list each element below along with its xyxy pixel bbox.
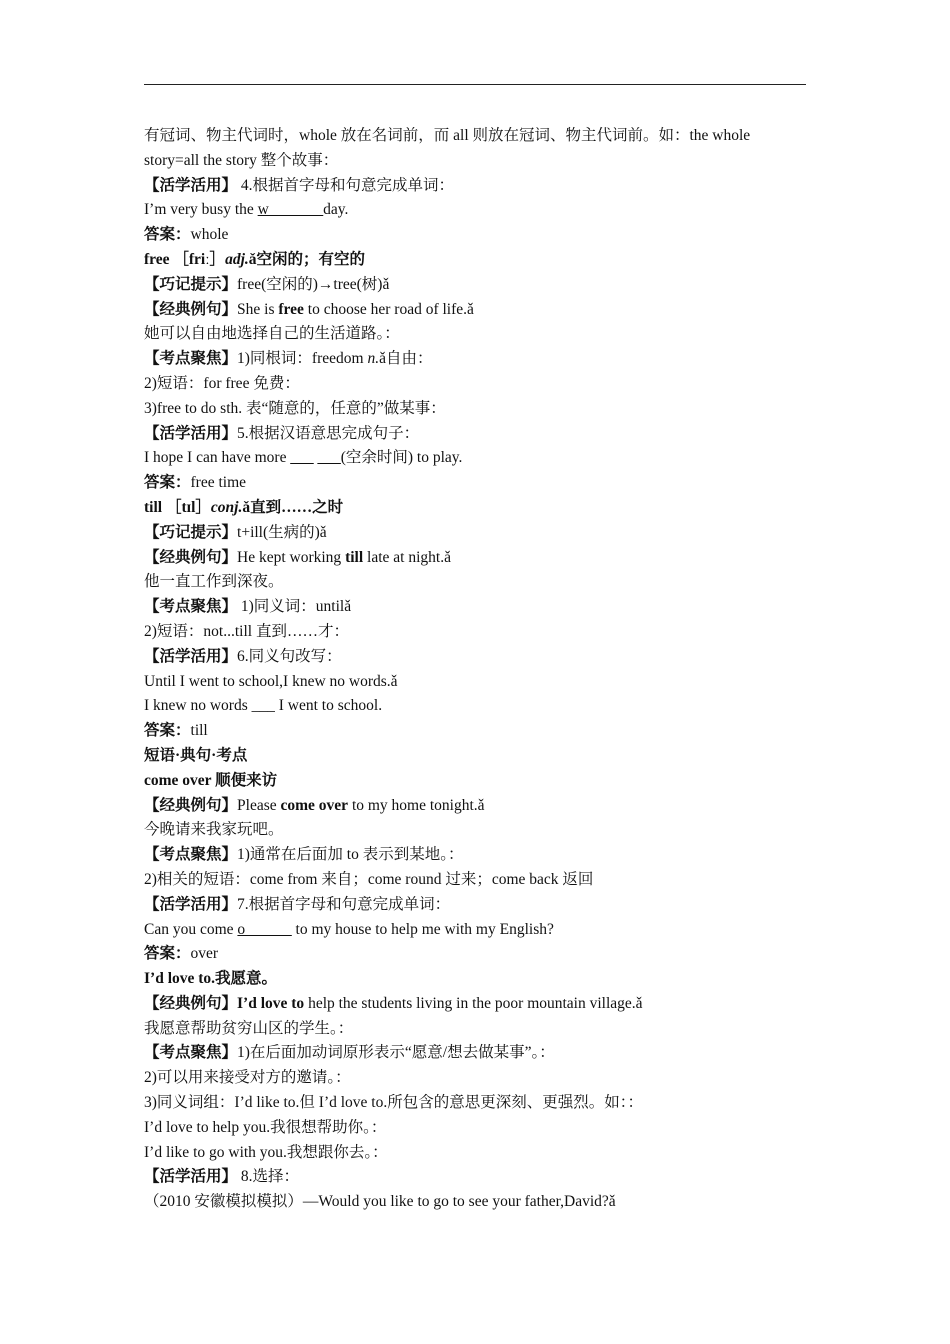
text-line bbox=[144, 198, 810, 223]
text-run: 她可以自由地选择自己的生活道路。： bbox=[144, 325, 400, 343]
text-line bbox=[144, 273, 810, 298]
text-run: ǎ直到……之时 bbox=[242, 498, 344, 516]
text-run: late at night.ǎ bbox=[363, 548, 451, 566]
text-run: 【活学活用】 bbox=[144, 647, 238, 665]
text-run: 答案： bbox=[144, 722, 191, 740]
text-run: I’d love to bbox=[237, 994, 305, 1012]
text-run: adj. bbox=[225, 250, 249, 268]
text-line bbox=[144, 372, 810, 397]
text-line bbox=[144, 893, 810, 918]
text-line bbox=[144, 298, 810, 323]
text-run: free bbox=[278, 300, 304, 318]
text-line bbox=[144, 1116, 810, 1141]
text-run: 【巧记提示】 bbox=[144, 275, 238, 293]
text-line bbox=[144, 645, 810, 670]
text-run: 【经典例句】 bbox=[144, 548, 238, 566]
text-run: ___ bbox=[290, 449, 314, 467]
text-run: (空余时间) to play. bbox=[340, 449, 463, 467]
text-line bbox=[144, 546, 810, 571]
text-run: ___ bbox=[317, 449, 341, 467]
text-line bbox=[144, 397, 810, 422]
text-run: She is bbox=[237, 300, 279, 318]
text-run: 答案： bbox=[144, 226, 191, 244]
text-line bbox=[144, 794, 810, 819]
text-run: 今晚请来我家玩吧。 bbox=[144, 821, 284, 839]
text-line bbox=[144, 496, 810, 521]
text-run: over bbox=[190, 945, 219, 963]
text-line bbox=[144, 422, 810, 447]
text-run: Please bbox=[237, 796, 281, 814]
text-line bbox=[144, 967, 810, 992]
text-run: o______ bbox=[237, 920, 292, 938]
text-run: 【经典例句】 bbox=[144, 300, 238, 318]
text-line bbox=[144, 818, 810, 843]
text-run: 【活学活用】 bbox=[144, 895, 238, 913]
text-run: 3)free to do sth. 表“随意的，任意的”做某事： bbox=[144, 399, 446, 417]
text-line bbox=[144, 322, 810, 347]
text-line bbox=[144, 719, 810, 744]
text-line bbox=[144, 942, 810, 967]
text-line bbox=[144, 1066, 810, 1091]
text-run: 6.同义句改写： bbox=[237, 647, 342, 665]
text-run: free ［friː］ bbox=[144, 250, 226, 268]
text-run: 答案： bbox=[144, 474, 191, 492]
text-run: ǎ自由： bbox=[379, 350, 433, 368]
text-run: Can you come bbox=[144, 920, 238, 938]
text-run: 7.根据首字母和句意完成单词： bbox=[237, 895, 451, 913]
text-run: 短语·典句·考点 bbox=[144, 746, 248, 764]
text-run: to my home tonight.ǎ bbox=[348, 796, 485, 814]
text-run: I’d love to.我愿意。 bbox=[144, 970, 278, 988]
text-line bbox=[144, 694, 810, 719]
text-run: 2)短语：not...till 直到……才： bbox=[144, 622, 349, 640]
text-run: 【经典例句】 bbox=[144, 994, 238, 1012]
text-line bbox=[144, 471, 810, 496]
text-line bbox=[144, 347, 810, 372]
text-line bbox=[144, 1041, 810, 1066]
text-run: 【巧记提示】 bbox=[144, 523, 238, 541]
text-run: 有冠词、物主代词时，whole 放在名词前，而 all 则放在冠词、物主代词前。如：the whole bbox=[144, 127, 751, 144]
text-run: 【考点聚焦】 bbox=[144, 846, 238, 864]
text-run: I hope I can have more bbox=[144, 449, 291, 467]
text-run: to my house to help me with my English? bbox=[291, 920, 554, 938]
text-run: I’d like to go with you.我想跟你去。： bbox=[144, 1143, 388, 1161]
text-run: to choose her road of life.ǎ bbox=[303, 300, 474, 318]
text-line bbox=[144, 992, 810, 1017]
text-run: 【活学活用】 bbox=[144, 424, 238, 442]
text-line bbox=[144, 620, 810, 645]
text-line bbox=[144, 223, 810, 248]
document-body bbox=[144, 124, 810, 1215]
text-run: 1)同义词：untilǎ bbox=[237, 598, 352, 616]
text-line bbox=[144, 248, 810, 273]
text-line bbox=[144, 918, 810, 943]
text-run: 他一直工作到深夜。 bbox=[144, 573, 284, 591]
text-line bbox=[144, 595, 810, 620]
text-run: ǎ空闲的；有空的 bbox=[248, 250, 366, 268]
text-line bbox=[144, 670, 810, 695]
text-run: 2)短语：for free 免费： bbox=[144, 374, 300, 392]
text-run: 2)可以用来接受对方的邀请。： bbox=[144, 1069, 351, 1087]
text-run: I knew no words ___ I went to school. bbox=[144, 697, 383, 715]
text-run: free(空闲的)→tree(树)ǎ bbox=[237, 275, 390, 293]
text-run: 1)在后面加动词原形表示“愿意/想去做某事”。： bbox=[237, 1044, 555, 1062]
text-run: 【考点聚焦】 bbox=[144, 598, 238, 616]
text-run: n. bbox=[367, 350, 380, 368]
text-run: help the students living in the poor mountain village.ǎ bbox=[304, 994, 643, 1012]
text-line bbox=[144, 149, 810, 174]
text-run: 【活学活用】 bbox=[144, 176, 238, 194]
text-line bbox=[144, 174, 810, 199]
text-run: 我愿意帮助贫穷山区的学生。： bbox=[144, 1019, 354, 1037]
text-run: （2010 安徽模拟模拟）—Would you like to go to see your father,David?ǎ bbox=[144, 1193, 616, 1211]
text-run: free time bbox=[190, 474, 247, 492]
text-run: t+ill(生病的)ǎ bbox=[237, 523, 327, 541]
text-line bbox=[144, 744, 810, 769]
text-run: 【活学活用】 bbox=[144, 1168, 238, 1186]
text-line bbox=[144, 868, 810, 893]
text-run: w_______ bbox=[257, 201, 324, 219]
text-line bbox=[144, 521, 810, 546]
text-run: 1)同根词：freedom bbox=[237, 350, 368, 368]
header-rule bbox=[144, 84, 806, 85]
text-line bbox=[144, 124, 810, 149]
text-run: He kept working bbox=[237, 548, 346, 566]
text-run: conj. bbox=[210, 498, 243, 516]
text-run: 【考点聚焦】 bbox=[144, 350, 238, 368]
text-line bbox=[144, 1017, 810, 1042]
text-run: 【考点聚焦】 bbox=[144, 1044, 238, 1062]
text-run: till bbox=[345, 548, 364, 566]
text-run: 8.选择： bbox=[237, 1168, 300, 1186]
text-line bbox=[144, 1165, 810, 1190]
text-run: 2)相关的短语：come from 来自；come round 过来；come back 返回 bbox=[144, 870, 594, 888]
text-run: come over bbox=[280, 796, 349, 814]
text-run: 4.根据首字母和句意完成单词： bbox=[237, 176, 455, 194]
text-run: till ［tɪl］ bbox=[144, 498, 211, 516]
text-line bbox=[144, 1141, 810, 1166]
text-run: 1)通常在后面加 to 表示到某地。： bbox=[237, 846, 464, 864]
text-line bbox=[144, 843, 810, 868]
text-run: 【经典例句】 bbox=[144, 796, 238, 814]
text-run: 3)同义词组：I’d like to.但 I’d love to.所包含的意思更深刻、更强烈。如：： bbox=[144, 1094, 643, 1112]
text-run: story=all the story 整个故事： bbox=[144, 151, 339, 169]
text-line bbox=[144, 570, 810, 595]
text-line bbox=[144, 446, 810, 471]
text-run: till bbox=[190, 722, 208, 740]
text-line bbox=[144, 1091, 810, 1116]
text-run: I’m very busy the bbox=[144, 201, 258, 219]
text-line bbox=[144, 769, 810, 794]
text-run: I’d love to help you.我很想帮助你。： bbox=[144, 1118, 387, 1136]
text-line bbox=[144, 1190, 810, 1215]
text-run: whole bbox=[190, 226, 229, 244]
text-run: come over 顺便来访 bbox=[144, 771, 278, 789]
text-run: Until I went to school,I knew no words.ǎ bbox=[144, 672, 398, 690]
text-run: 5.根据汉语意思完成句子： bbox=[237, 424, 420, 442]
text-run: day. bbox=[323, 201, 349, 219]
text-run: 答案： bbox=[144, 945, 191, 963]
